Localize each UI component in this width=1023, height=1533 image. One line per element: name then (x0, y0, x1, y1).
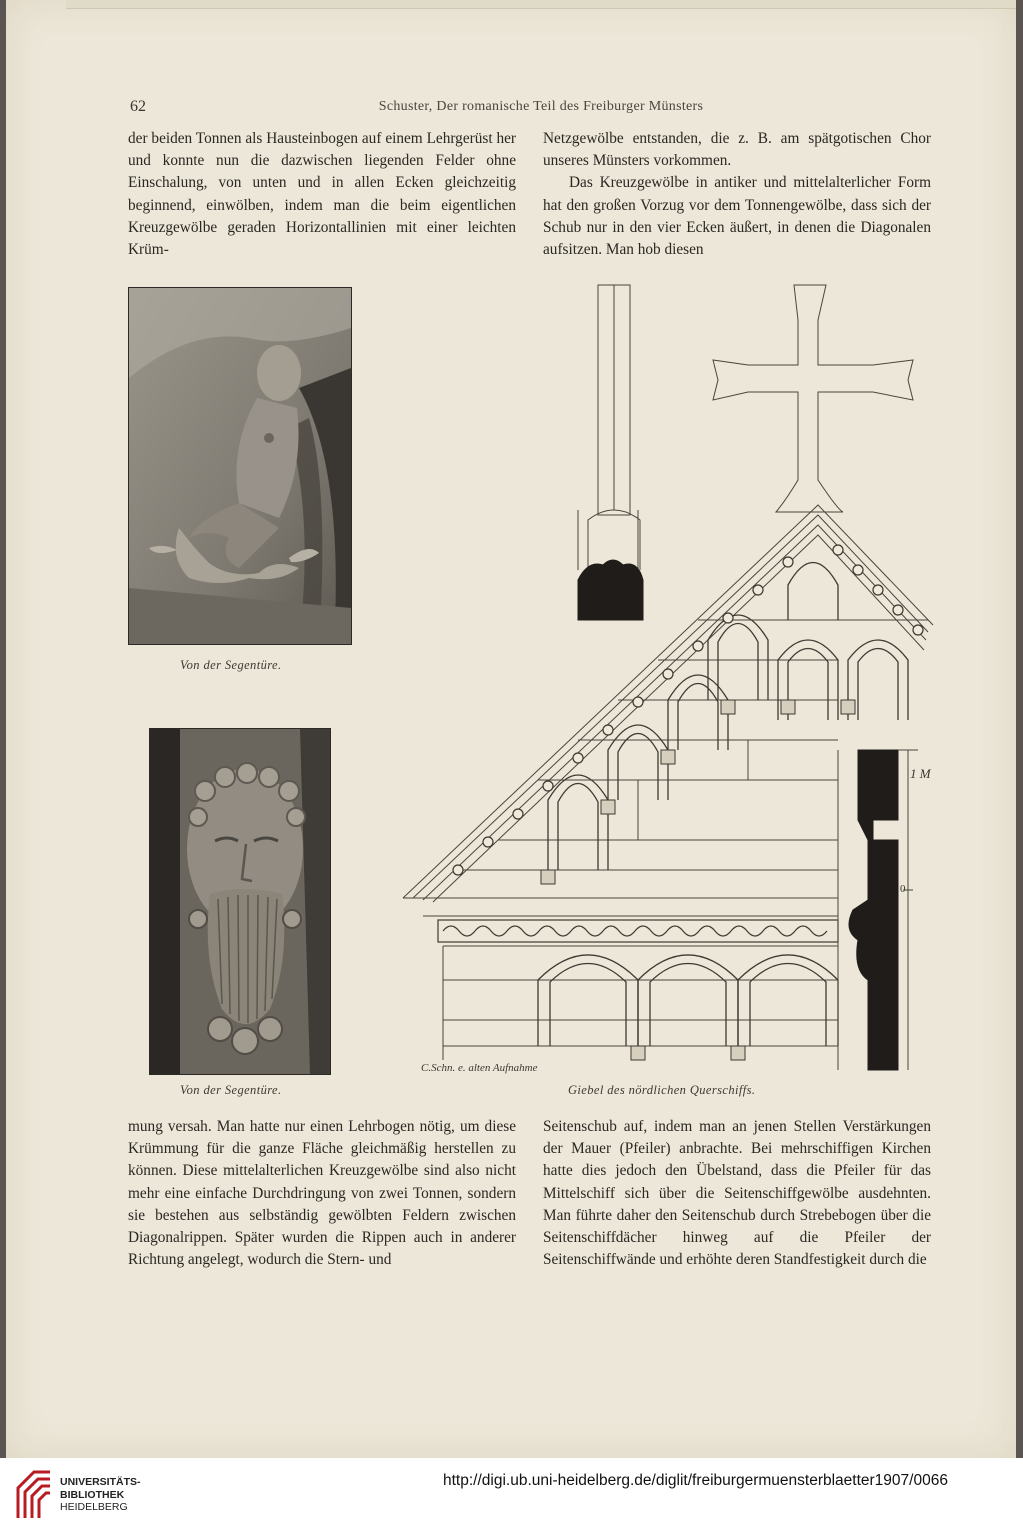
paragraph: mung versah. Man hatte nur einen Lehrbogen nötig, um diese Krümmung für die ganze Fläche gleichmäßig herstellen zu können. Diese mittelalterlichen Kreuzgewölbe sind also nicht mehr eine einfache Durchdringung von zwei Tonnen, sondern sie bestehen aus selbständig gewölbten Feldern zwischen Diagonalrippen. Später wurden die Rippen auch in anderer Richtung angelegt, wodurch die Stern- und (128, 1118, 516, 1269)
text-column-top-right (543, 128, 931, 261)
paragraph: Netzgewölbe entstanden, die z. B. am spätgotischen Chor unseres Münsters vorkommen. (543, 130, 931, 170)
gable-elevation-drawing (398, 280, 938, 1080)
running-head (6, 98, 1016, 118)
paragraph: der beiden Tonnen als Hausteinbogen auf einem Lehrgerüst her und konnte nun die dazwischen liegenden Felder ohne Einschalung, von unten und in allen Ecken gleichzeitig beginnend, einwölben, indem man die beim eigentlichen Kreuzgewölbe geraden Horizontallinien mit einer leichten Krüm- (128, 130, 516, 259)
figure-caption-1: Von der Segentüre. (180, 658, 282, 672)
relief-figure-photo (128, 287, 352, 645)
library-name (60, 1476, 141, 1514)
library-name-line-3: HEIDELBERG (60, 1501, 128, 1513)
gable-elevation-illustration (398, 280, 938, 1080)
library-name-line-1: UNIVERSITÄTS- (60, 1476, 141, 1488)
paragraph: Das Kreuzgewölbe in antiker und mittelalterlicher Form hat den großen Vorzug vor dem Tonnengewölbe, dass sich der Schub nur in den vier Ecken äußert, in denen die Diagonalen aufsitzen. Man hob diesen (543, 174, 931, 259)
library-footer (0, 1458, 1023, 1533)
bearded-head-photo (149, 728, 331, 1075)
running-title: Schuster, Der romanische Teil des Freiburger Münsters (378, 99, 704, 114)
text-column-bottom-right (543, 1116, 931, 1271)
bearded-head-illustration (150, 729, 330, 1074)
library-name-line-2: BIBLIOTHEK (60, 1488, 125, 1501)
figure-caption-3: Giebel des nördlichen Querschiffs. (568, 1083, 756, 1097)
scale-label-0: 0 (900, 883, 906, 895)
previous-leaf-edge (66, 0, 1016, 9)
scanned-page (6, 0, 1016, 1458)
page-number: 62 (130, 98, 146, 115)
scale-label-1m: 1 M (910, 766, 931, 781)
permalink-url[interactable]: http://digi.ub.uni-heidelberg.de/diglit/freiburgermuensterblaetter1907/0066 (443, 1472, 948, 1489)
drawing-signature: C.Schn. e. alten Aufnahme (421, 1062, 538, 1074)
paragraph: Seitenschub auf, indem man an jenen Stellen Verstärkungen der Mauer (Pfeiler) anbrachte. Bei mehrschiffigen Kirchen hatte dies jedoch den Übelstand, dass die Pfeiler für das Mittelschiff sich über die Seitenschiffgewölbe ausdehnten. Man führte daher den Seitenschub durch Strebebogen über die Seitenschiffdächer hinweg auf die Pfeiler der Seitenschiffwände und erhöhte deren Standfestigkeit durch die (543, 1118, 931, 1269)
university-library-logo-icon (14, 1468, 54, 1523)
text-column-top-left (128, 128, 516, 261)
figure-caption-2: Von der Segentüre. (180, 1083, 282, 1097)
text-column-bottom-left (128, 1116, 516, 1271)
relief-figure-illustration (129, 288, 351, 644)
